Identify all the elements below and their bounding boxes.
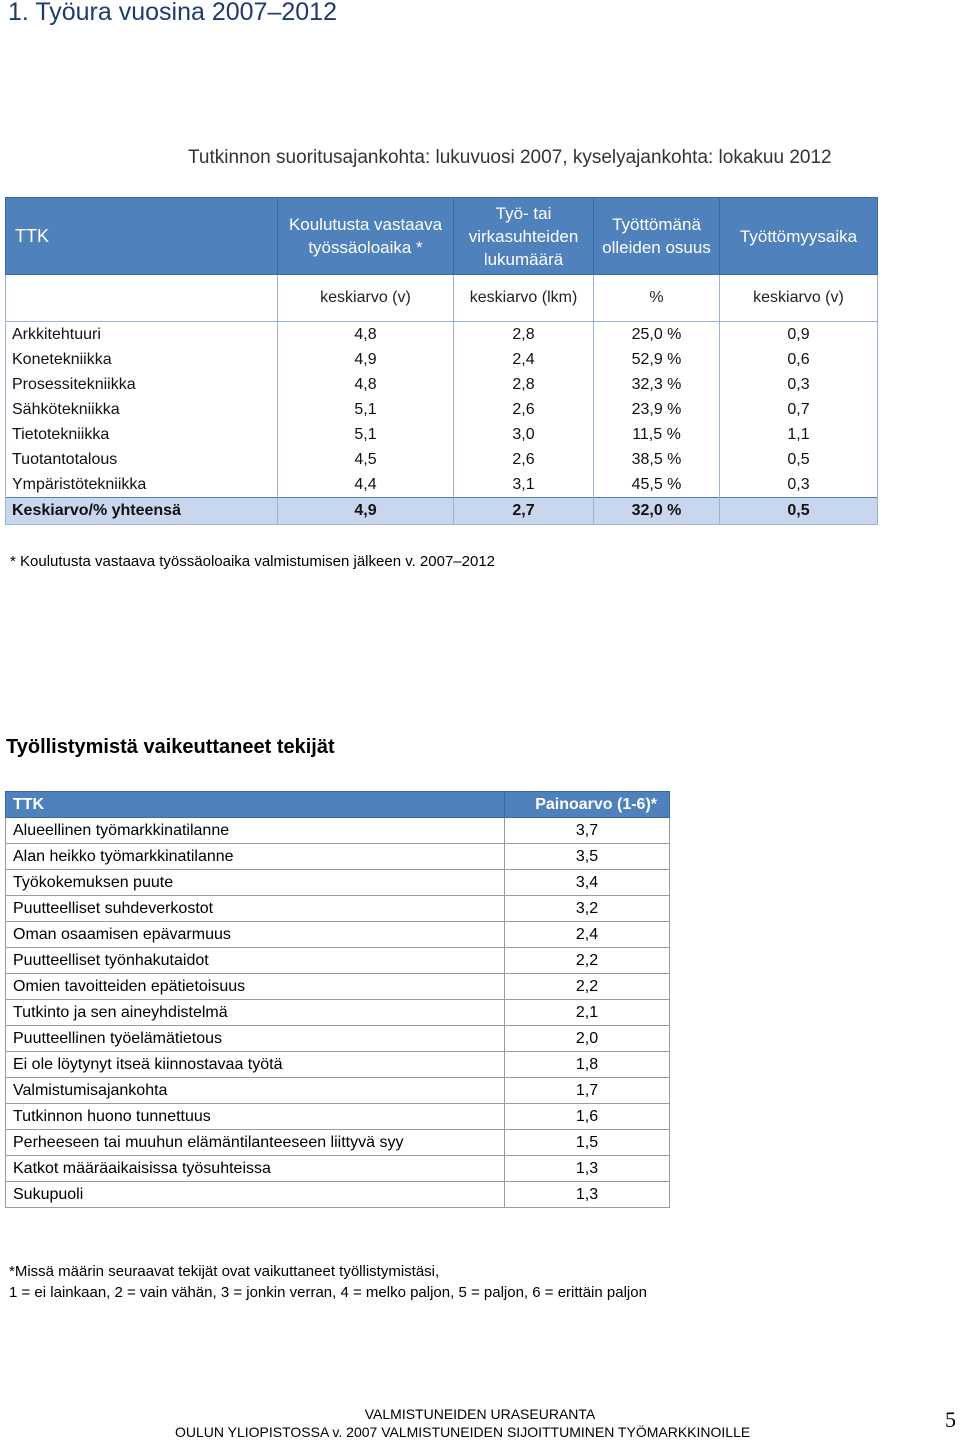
row-value: 2,0 [505,1026,670,1052]
row-label: Alueellinen työmarkkinatilanne [6,818,505,844]
table-row [6,1026,670,1052]
factors-table [5,791,670,1208]
total-value: 4,9 [278,498,454,525]
row-label: Perheeseen tai muuhun elämäntilanteeseen liittyvä syy [6,1130,505,1156]
table-row [6,1104,670,1130]
row-value: 4,8 [278,372,454,397]
table-row [6,397,878,422]
table-row [6,422,878,447]
row-value: 52,9 % [594,347,720,372]
row-label: Arkkitehtuuri [6,322,278,348]
row-label: Alan heikko työmarkkinatilanne [6,844,505,870]
row-value: 3,5 [505,844,670,870]
row-value: 3,1 [454,472,594,498]
total-value: 32,0 % [594,498,720,525]
table-total-row [6,498,878,525]
table-row [6,372,878,397]
career-table [5,197,878,525]
row-value: 1,8 [505,1052,670,1078]
row-value: 3,2 [505,896,670,922]
row-value: 4,5 [278,447,454,472]
row-value: 2,1 [505,1000,670,1026]
row-value: 0,3 [720,472,878,498]
row-value: 4,9 [278,347,454,372]
page-number: 5 [945,1407,956,1432]
row-value: 2,6 [454,397,594,422]
row-value: 2,2 [505,974,670,1000]
table-row [6,896,670,922]
unit-unemployed-share: % [594,275,720,322]
total-label: Keskiarvo/% yhteensä [6,498,278,525]
table-row [6,1156,670,1182]
row-label: Tuotantotalous [6,447,278,472]
table-row [6,447,878,472]
row-label: Katkot määräaikaisissa työsuhteissa [6,1156,505,1182]
row-label: Puutteelliset suhdeverkostot [6,896,505,922]
row-label: Valmistumisajankohta [6,1078,505,1104]
row-value: 1,3 [505,1182,670,1208]
table-row [6,818,670,844]
scale-footnote-line1: *Missä määrin seuraavat tekijät ovat vaikuttaneet työllistymistäsi, [9,1263,440,1280]
table-row [6,322,878,348]
header-unemployed-share: Työttömänä olleiden osuus [594,198,720,275]
row-label: Tutkinnon huono tunnettuus [6,1104,505,1130]
row-value: 1,1 [720,422,878,447]
row-value: 25,0 % [594,322,720,348]
row-value: 3,4 [505,870,670,896]
row-value: 2,4 [505,922,670,948]
row-value: 2,6 [454,447,594,472]
header-ttk: TTK [6,198,278,275]
table-row [6,1182,670,1208]
row-value: 0,5 [720,447,878,472]
row-value: 2,8 [454,372,594,397]
row-value: 2,4 [454,347,594,372]
header-work-time: Koulutusta vastaava työssäoloaika * [278,198,454,275]
row-label: Omien tavoitteiden epätietoisuus [6,974,505,1000]
row-label: Prosessitekniikka [6,372,278,397]
table-row [6,1052,670,1078]
row-value: 0,9 [720,322,878,348]
table-row [6,1000,670,1026]
unit-unemployment-time: keskiarvo (v) [720,275,878,322]
total-value: 2,7 [454,498,594,525]
row-value: 1,6 [505,1104,670,1130]
header-ttk: TTK [6,792,505,818]
table-row [6,1078,670,1104]
row-value: 23,9 % [594,397,720,422]
row-value: 1,5 [505,1130,670,1156]
row-value: 3,7 [505,818,670,844]
row-label: Ympäristötekniikka [6,472,278,498]
row-value: 2,8 [454,322,594,348]
row-value: 32,3 % [594,372,720,397]
unit-contracts: keskiarvo (lkm) [454,275,594,322]
unit-empty [6,275,278,322]
scale-footnote [9,1261,647,1303]
header-contracts: Työ- tai virkasuhteiden lukumäärä [454,198,594,275]
row-value: 5,1 [278,422,454,447]
row-value: 5,1 [278,397,454,422]
unit-work-time: keskiarvo (v) [278,275,454,322]
table-row [6,948,670,974]
table-row [6,870,670,896]
career-table-header [6,198,878,275]
row-value: 4,4 [278,472,454,498]
row-label: Tutkinto ja sen aineyhdistelmä [6,1000,505,1026]
row-value: 45,5 % [594,472,720,498]
career-table-units [6,275,878,322]
table-row [6,922,670,948]
total-value: 0,5 [720,498,878,525]
table-footnote: * Koulutusta vastaava työssäoloaika valmistumisen jälkeen v. 2007–2012 [10,553,496,570]
row-label: Sukupuoli [6,1182,505,1208]
table-row [6,974,670,1000]
row-value: 11,5 % [594,422,720,447]
table-row [6,844,670,870]
row-value: 3,0 [454,422,594,447]
row-label: Oman osaamisen epävarmuus [6,922,505,948]
row-value: 0,3 [720,372,878,397]
row-value: 4,8 [278,322,454,348]
row-label: Tietotekniikka [6,422,278,447]
header-weight: Painoarvo (1-6)* [505,792,670,818]
row-value: 1,7 [505,1078,670,1104]
row-value: 38,5 % [594,447,720,472]
page-title: 1. Työura vuosina 2007–2012 [8,0,337,26]
scale-footnote-line2: 1 = ei lainkaan, 2 = vain vähän, 3 = jonkin verran, 4 = melko paljon, 5 = paljon, 6 = erittäin paljon [9,1284,647,1301]
table-row [6,472,878,498]
table-row [6,347,878,372]
header-unemployment-time: Työttömyysaika [720,198,878,275]
footer-line2: OULUN YLIOPISTOSSA v. 2007 VALMISTUNEIDEN SIJOITTUMINEN TYÖMARKKINOILLE [175,1424,751,1440]
row-value: 0,7 [720,397,878,422]
section-title: Työllistymistä vaikeuttaneet tekijät [6,736,335,758]
footer-line1: VALMISTUNEIDEN URASEURANTA [364,1406,596,1422]
row-value: 0,6 [720,347,878,372]
row-label: Puutteellinen työelämätietous [6,1026,505,1052]
row-value: 2,2 [505,948,670,974]
row-label: Ei ole löytynyt itseä kiinnostavaa työtä [6,1052,505,1078]
row-label: Puutteelliset työnhakutaidot [6,948,505,974]
row-label: Konetekniikka [6,347,278,372]
row-value: 1,3 [505,1156,670,1182]
subtitle: Tutkinnon suoritusajankohta: lukuvuosi 2007, kyselyajankohta: lokakuu 2012 [188,147,832,168]
row-label: Työkokemuksen puute [6,870,505,896]
row-label: Sähkötekniikka [6,397,278,422]
table-row [6,1130,670,1156]
factors-table-header [6,792,670,818]
